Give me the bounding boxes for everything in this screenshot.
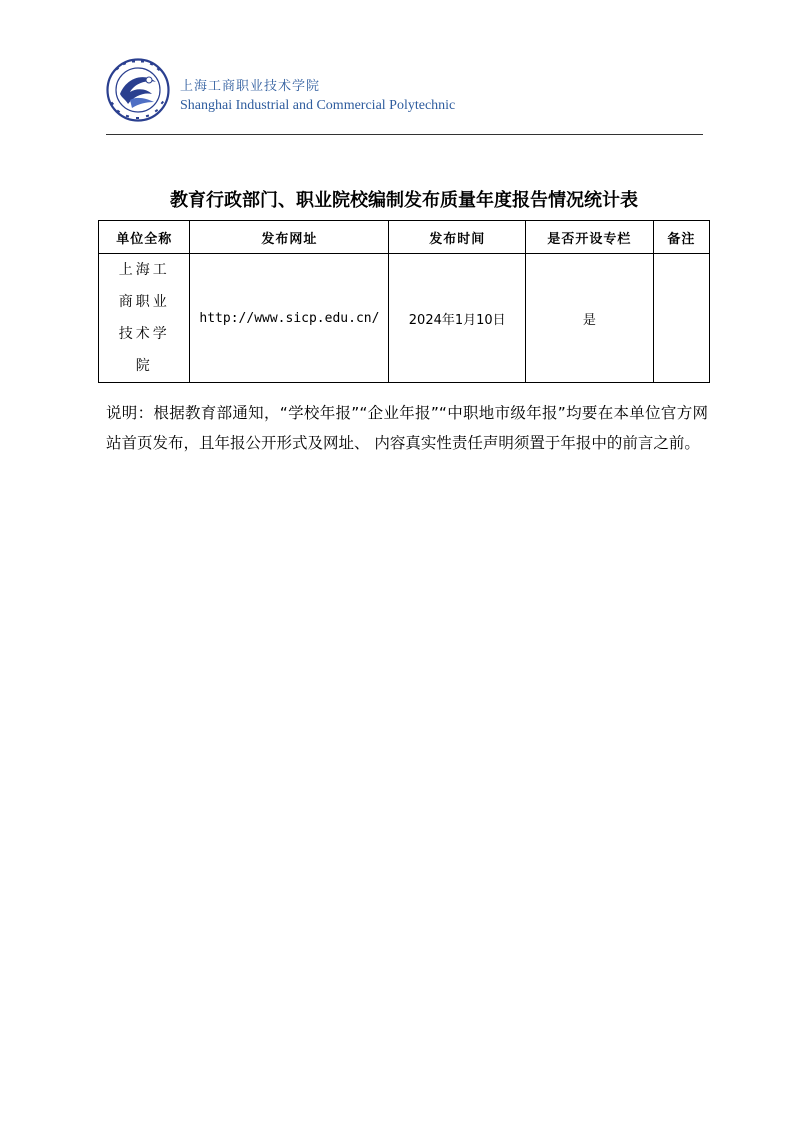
letterhead	[106, 58, 706, 124]
cell-unit-name	[99, 254, 190, 383]
school-name-english: Shanghai Industrial and Commercial Polytechnic	[180, 98, 456, 113]
cell-publish-date: 2024年1月10日	[389, 254, 526, 383]
header-remarks: 备注	[653, 221, 709, 254]
header-divider	[106, 134, 703, 135]
header-has-column: 是否开设专栏	[526, 221, 654, 254]
header-publish-date: 发布时间	[389, 221, 526, 254]
cell-remarks	[653, 254, 709, 383]
explanatory-note: 说明：根据教育部通知，“学校年报”“企业年报”“中职地市级年报”均要在本单位官方网站首页发布，且年报公开形式及网址、 内容真实性责任声明须置于年报中的前言之前。	[106, 404, 708, 452]
table-header-row	[99, 221, 710, 254]
cell-has-column: 是	[526, 254, 654, 383]
header-url: 发布网址	[190, 221, 389, 254]
cell-url[interactable]: http://www.sicp.edu.cn/	[190, 254, 389, 383]
document-title: 教育行政部门、职业院校编制发布质量年度报告情况统计表	[170, 190, 638, 211]
unit-name-text: 上海工商职业技术学院	[118, 262, 170, 374]
table-row	[99, 254, 710, 383]
school-emblem-icon	[106, 58, 170, 122]
school-name-chinese: 上海工商职业技术学院	[180, 79, 321, 94]
report-table	[98, 220, 710, 383]
header-unit-name: 单位全称	[99, 221, 190, 254]
